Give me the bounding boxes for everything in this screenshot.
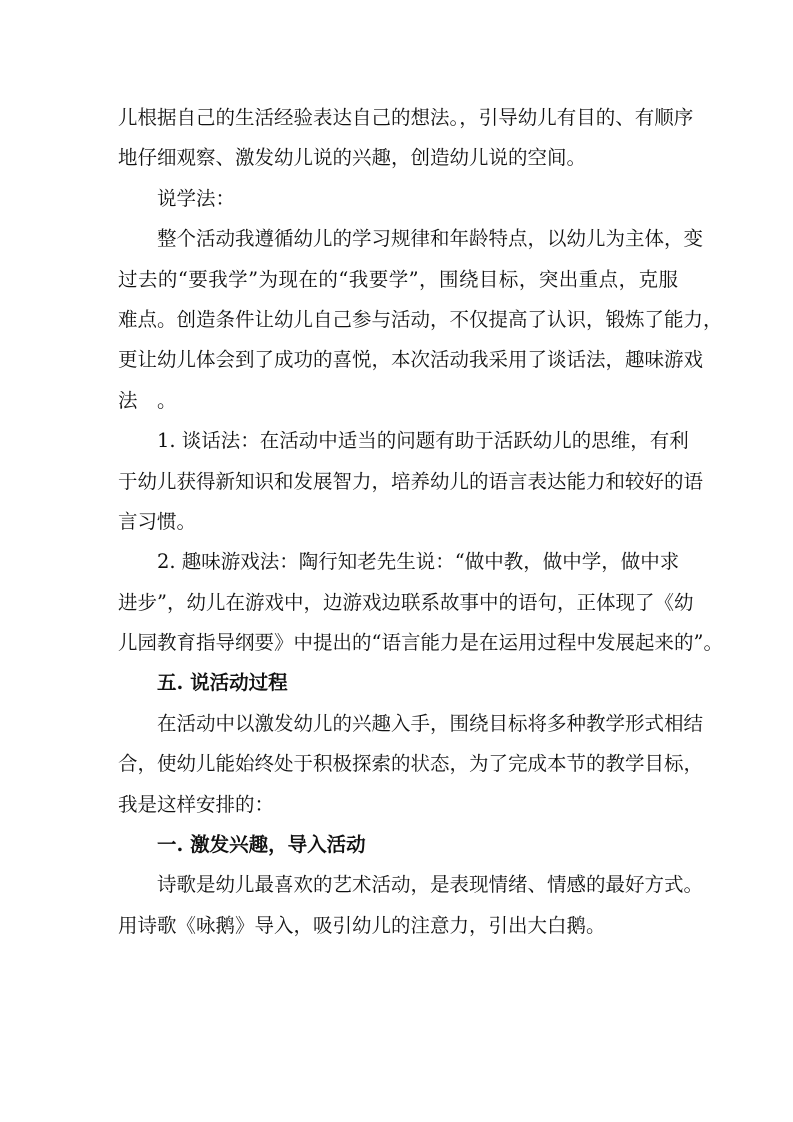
paragraph-line: 诗歌是幼儿最喜欢的艺术活动，是表现情绪、情感的最好方式。 [157, 873, 704, 897]
section-heading-activity-process: 五. 说活动过程 [157, 671, 288, 695]
paragraph-line: 法 。 [118, 388, 177, 412]
section-label-study-method: 说学法： [157, 186, 236, 210]
paragraph-line: 儿园教育指导纲要》中提出的“语言能力是在运用过程中发展起来的”。 [118, 631, 723, 655]
paragraph-line: 更让幼儿体会到了成功的喜悦，本次活动我采用了谈话法，趣味游戏 [118, 348, 704, 372]
subsection-heading-introduction: 一. 激发兴趣，导入活动 [157, 833, 366, 857]
paragraph-line: 用诗歌《咏鹅》导入，吸引幼儿的注意力，引出大白鹅。 [118, 913, 606, 937]
list-item-talk-method: 1. 谈话法：在活动中适当的问题有助于活跃幼儿的思维，有利 [157, 429, 689, 453]
paragraph-line: 儿根据自己的生活经验表达自己的想法。，引导幼儿有目的、有顺序 [118, 106, 694, 129]
list-item-game-method: 2. 趣味游戏法：陶行知老先生说：“做中教，做中学，做中求 [157, 550, 680, 574]
paragraph-line: 整个活动我遵循幼儿的学习规律和年龄特点，以幼儿为主体，变 [157, 227, 704, 251]
paragraph-line: 在活动中以激发幼儿的兴趣入手，围绕目标将多种教学形式相结 [157, 711, 704, 735]
paragraph-line: 进步”，幼儿在游戏中，边游戏边联系故事中的语句，正体现了《幼 [118, 590, 694, 614]
paragraph-line: 言习惯。 [118, 509, 197, 533]
paragraph-line: 合，使幼儿能始终处于积极探索的状态，为了完成本节的教学目标， [118, 752, 704, 776]
paragraph-line: 难点。创造条件让幼儿自己参与活动，不仅提高了认识，锻炼了能力， [118, 307, 723, 331]
paragraph-line: 过去的“要我学”为现在的“我要学”，围绕目标，突出重点，克服 [118, 267, 678, 291]
paragraph-line: 我是这样安排的： [118, 792, 275, 816]
paragraph-line: 于幼儿获得新知识和发展智力，培养幼儿的语言表达能力和较好的语 [118, 469, 704, 493]
paragraph-line: 地仔细观察、激发幼儿说的兴趣，创造幼儿说的空间。 [118, 146, 587, 170]
document-body [118, 98, 723, 946]
